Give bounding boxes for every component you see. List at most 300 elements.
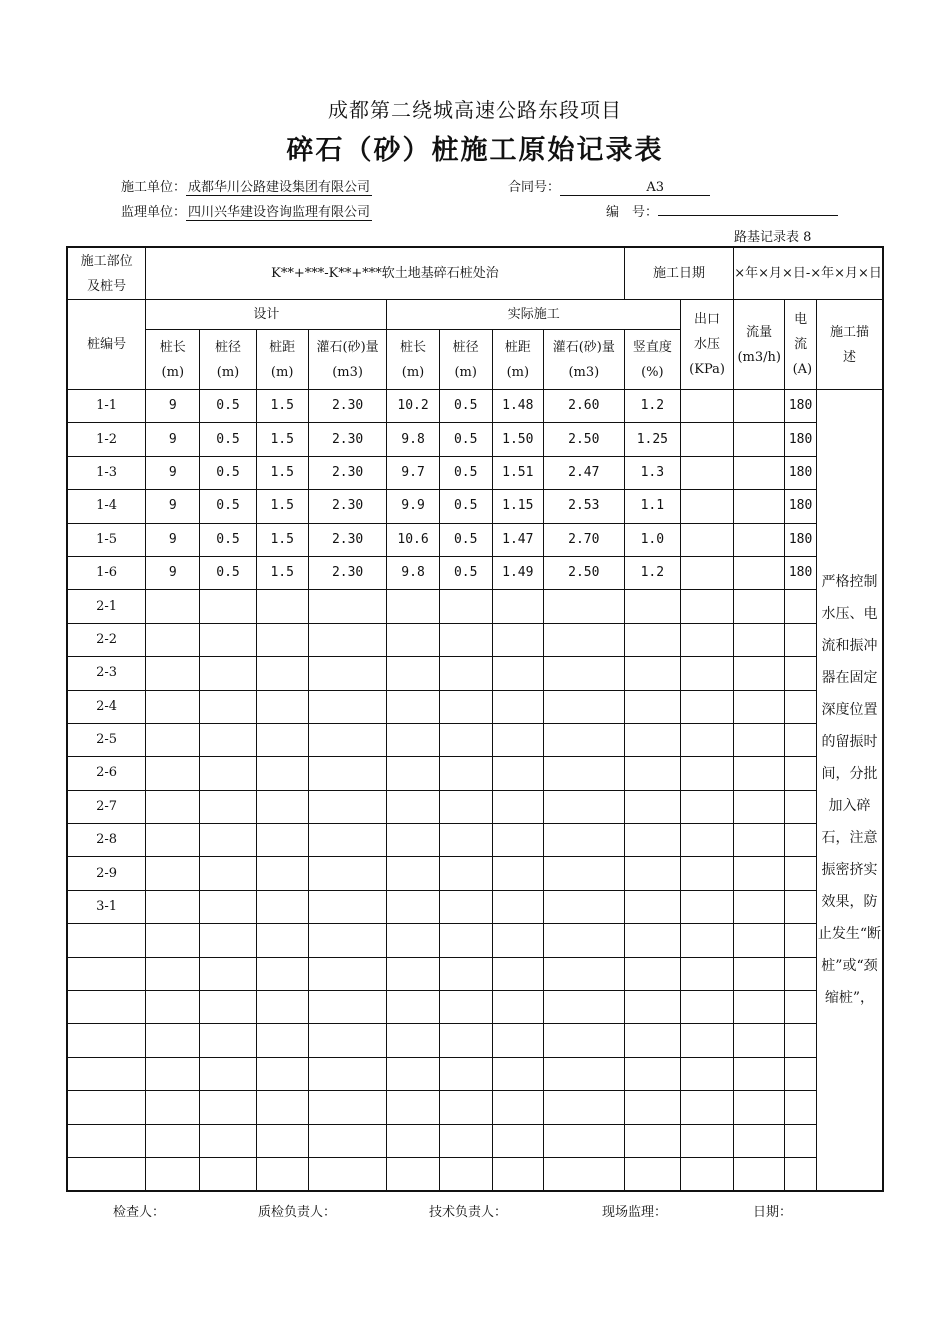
pile-id-cell: 3-1	[67, 890, 146, 923]
flow-cell	[734, 1057, 785, 1090]
pile-id-cell: 2-8	[67, 824, 146, 857]
verticality-cell	[624, 723, 680, 756]
current-cell	[785, 890, 817, 923]
current-cell: 180	[785, 390, 817, 423]
contract-no: A3	[646, 180, 665, 195]
design-fill-cell: 2.30	[308, 456, 387, 489]
actual-spacing-cell	[492, 623, 543, 656]
verticality-cell: 1.2	[624, 556, 680, 589]
flow-cell	[734, 991, 785, 1024]
location-value: K**+***-K**+***软土地基碎石桩处治	[146, 247, 625, 300]
design-fill-cell	[308, 824, 387, 857]
actual-diameter-cell: 0.5	[439, 423, 492, 456]
actual-fill-cell	[543, 890, 624, 923]
actual-spacing-header	[492, 330, 543, 390]
verticality-cell	[624, 1091, 680, 1124]
flow-cell	[734, 857, 785, 890]
design-diameter-cell	[200, 1124, 256, 1157]
actual-length-cell: 10.2	[387, 390, 439, 423]
pressure-cell	[680, 657, 733, 690]
current-cell	[785, 1157, 817, 1191]
location-label-cell	[67, 247, 146, 300]
actual-spacing-cell	[492, 790, 543, 823]
current-cell: 180	[785, 556, 817, 589]
design-diameter-cell	[200, 957, 256, 990]
actual-length-cell: 9.9	[387, 490, 439, 523]
actual-fill-cell	[543, 1057, 624, 1090]
pressure-cell	[680, 757, 733, 790]
actual-length-cell: 10.6	[387, 523, 439, 556]
pile-id-cell	[67, 1024, 146, 1057]
design-diameter-cell	[200, 991, 256, 1024]
actual-diameter-cell	[439, 890, 492, 923]
actual-spacing-cell	[492, 1057, 543, 1090]
design-diameter-cell	[200, 924, 256, 957]
actual-spacing-cell	[492, 924, 543, 957]
flow-cell	[734, 924, 785, 957]
pile-id-cell: 1-1	[67, 390, 146, 423]
current-cell	[785, 623, 817, 656]
design-spacing-cell	[256, 690, 308, 723]
design-diameter-cell	[200, 590, 256, 623]
design-diameter-cell	[200, 657, 256, 690]
actual-spacing-cell: 1.49	[492, 556, 543, 589]
pressure-header	[680, 300, 733, 390]
actual-length-cell: 9.8	[387, 423, 439, 456]
actual-length-cell	[387, 590, 439, 623]
current-cell	[785, 1024, 817, 1057]
description-header-text: 施工描述	[829, 324, 869, 365]
design-diameter-cell	[200, 723, 256, 756]
design-spacing-cell	[256, 857, 308, 890]
pressure-cell	[680, 523, 733, 556]
contract-value	[560, 180, 710, 196]
actual-length-cell	[387, 723, 439, 756]
date-label: 施工日期	[624, 247, 733, 300]
actual-diameter-cell	[439, 991, 492, 1024]
design-spacing-cell: 1.5	[256, 423, 308, 456]
flow-cell	[734, 757, 785, 790]
design-diameter-cell: 0.5	[200, 390, 256, 423]
actual-fill-cell	[543, 757, 624, 790]
design-length-cell	[146, 1091, 200, 1124]
flow-cell	[734, 390, 785, 423]
verticality-cell	[624, 690, 680, 723]
actual-fill-header	[543, 330, 624, 390]
design-fill-cell	[308, 890, 387, 923]
pressure-cell	[680, 1091, 733, 1124]
design-diameter-cell	[200, 1024, 256, 1057]
info-row	[67, 247, 883, 300]
current-cell	[785, 857, 817, 890]
design-diameter-cell: 0.5	[200, 423, 256, 456]
design-fill-cell: 2.30	[308, 423, 387, 456]
actual-spacing-cell	[492, 1157, 543, 1191]
table-row	[67, 1057, 883, 1090]
actual-diameter-cell	[439, 1124, 492, 1157]
table-row	[67, 890, 883, 923]
serial-blank	[658, 202, 838, 216]
design-length-cell: 9	[146, 423, 200, 456]
design-fill-cell: 2.30	[308, 556, 387, 589]
design-spacing-cell	[256, 991, 308, 1024]
flow-cell	[734, 456, 785, 489]
actual-length-cell	[387, 1091, 439, 1124]
design-spacing-cell	[256, 623, 308, 656]
pressure-cell	[680, 623, 733, 656]
contract-label: 合同号：	[508, 180, 561, 195]
design-length-cell	[146, 857, 200, 890]
pressure-cell	[680, 1157, 733, 1191]
actual-fill-cell	[543, 824, 624, 857]
design-spacing-cell	[256, 824, 308, 857]
pile-id-cell: 2-3	[67, 657, 146, 690]
pressure-header-text: 出口水压(KPa)	[689, 312, 725, 377]
current-cell	[785, 824, 817, 857]
design-length-cell	[146, 623, 200, 656]
actual-length-cell	[387, 924, 439, 957]
current-header-text: 电流(A)	[792, 312, 813, 377]
actual-diameter-cell	[439, 857, 492, 890]
actual-fill-cell	[543, 690, 624, 723]
pressure-cell	[680, 1124, 733, 1157]
table-row	[67, 657, 883, 690]
flow-cell	[734, 790, 785, 823]
design-fill-text: 灌石(砂)量(m3)	[316, 339, 379, 380]
design-diameter-cell	[200, 690, 256, 723]
design-fill-cell	[308, 991, 387, 1024]
design-diameter-cell	[200, 757, 256, 790]
design-diameter-cell	[200, 623, 256, 656]
pressure-cell	[680, 456, 733, 489]
pile-id-cell: 1-6	[67, 556, 146, 589]
actual-diameter-cell: 0.5	[439, 556, 492, 589]
actual-length-cell	[387, 1024, 439, 1057]
table-row	[67, 423, 883, 456]
actual-spacing-cell: 1.51	[492, 456, 543, 489]
verticality-cell: 1.25	[624, 423, 680, 456]
actual-fill-cell	[543, 1024, 624, 1057]
pressure-cell	[680, 490, 733, 523]
actual-spacing-cell	[492, 1091, 543, 1124]
actual-diameter-cell	[439, 723, 492, 756]
pressure-cell	[680, 890, 733, 923]
pile-id-cell: 2-6	[67, 757, 146, 790]
construction-unit-value: 成都华川公路建设集团有限公司	[186, 176, 372, 196]
design-fill-cell	[308, 623, 387, 656]
actual-fill-cell	[543, 1124, 624, 1157]
pressure-cell	[680, 824, 733, 857]
design-fill-header	[308, 330, 387, 390]
verticality-cell	[624, 1024, 680, 1057]
design-fill-cell	[308, 723, 387, 756]
actual-diameter-cell: 0.5	[439, 523, 492, 556]
design-fill-cell	[308, 1091, 387, 1124]
design-length-cell	[146, 657, 200, 690]
actual-length-header	[387, 330, 439, 390]
flow-cell	[734, 623, 785, 656]
design-diameter-text: 桩径(m)	[214, 339, 241, 380]
table-row	[67, 723, 883, 756]
flow-header	[734, 300, 785, 390]
design-length-cell	[146, 824, 200, 857]
design-spacing-cell	[256, 924, 308, 957]
actual-diameter-cell	[439, 590, 492, 623]
verticality-cell	[624, 824, 680, 857]
actual-fill-text: 灌石(砂)量(m3)	[552, 339, 615, 380]
design-diameter-cell: 0.5	[200, 490, 256, 523]
flow-cell	[734, 957, 785, 990]
design-spacing-cell	[256, 657, 308, 690]
pressure-cell	[680, 1057, 733, 1090]
pile-id-cell	[67, 1057, 146, 1090]
design-diameter-header	[200, 330, 256, 390]
pressure-cell	[680, 991, 733, 1024]
flow-cell	[734, 690, 785, 723]
actual-spacing-cell: 1.47	[492, 523, 543, 556]
design-length-cell	[146, 924, 200, 957]
design-length-cell	[146, 1024, 200, 1057]
flow-cell	[734, 590, 785, 623]
actual-spacing-cell	[492, 757, 543, 790]
current-cell	[785, 1091, 817, 1124]
table-row	[67, 957, 883, 990]
qc-lead-label: 质检负责人：	[258, 1205, 337, 1220]
design-diameter-cell	[200, 857, 256, 890]
actual-length-cell	[387, 790, 439, 823]
flow-cell	[734, 824, 785, 857]
flow-header-text: 流量(m3/h)	[737, 324, 781, 365]
verticality-cell	[624, 657, 680, 690]
table-row	[67, 1091, 883, 1124]
verticality-cell: 1.0	[624, 523, 680, 556]
actual-spacing-cell	[492, 991, 543, 1024]
actual-diameter-cell	[439, 957, 492, 990]
pressure-cell	[680, 857, 733, 890]
pressure-cell	[680, 690, 733, 723]
verticality-cell	[624, 890, 680, 923]
actual-diameter-cell	[439, 1057, 492, 1090]
verticality-cell	[624, 590, 680, 623]
design-fill-cell	[308, 790, 387, 823]
design-diameter-cell	[200, 824, 256, 857]
design-spacing-cell: 1.5	[256, 490, 308, 523]
actual-diameter-text: 桩径(m)	[452, 339, 479, 380]
design-diameter-cell	[200, 790, 256, 823]
design-length-cell	[146, 790, 200, 823]
design-header: 设计	[146, 300, 387, 330]
actual-fill-cell	[543, 924, 624, 957]
actual-diameter-cell	[439, 757, 492, 790]
actual-length-cell	[387, 890, 439, 923]
current-cell	[785, 590, 817, 623]
actual-spacing-cell	[492, 1124, 543, 1157]
design-diameter-cell	[200, 1157, 256, 1191]
current-cell	[785, 924, 817, 957]
design-length-cell: 9	[146, 523, 200, 556]
current-cell	[785, 690, 817, 723]
design-spacing-cell	[256, 1024, 308, 1057]
table-row	[67, 824, 883, 857]
design-fill-cell: 2.30	[308, 523, 387, 556]
design-spacing-cell	[256, 1091, 308, 1124]
actual-fill-cell: 2.60	[543, 390, 624, 423]
table-row	[67, 924, 883, 957]
table-row	[67, 390, 883, 423]
actual-diameter-cell: 0.5	[439, 390, 492, 423]
actual-spacing-cell	[492, 890, 543, 923]
actual-fill-cell: 2.50	[543, 423, 624, 456]
design-length-cell	[146, 757, 200, 790]
design-length-cell: 9	[146, 490, 200, 523]
pressure-cell	[680, 423, 733, 456]
actual-spacing-text: 桩距(m)	[504, 339, 531, 380]
pressure-cell	[680, 723, 733, 756]
actual-diameter-cell	[439, 1157, 492, 1191]
design-spacing-cell	[256, 723, 308, 756]
form-title: 碎石（砂）桩施工原始记录表	[286, 135, 664, 166]
actual-length-cell	[387, 957, 439, 990]
verticality-cell	[624, 857, 680, 890]
record-table	[66, 246, 884, 1192]
actual-length-cell	[387, 824, 439, 857]
current-cell	[785, 1124, 817, 1157]
actual-length-cell: 9.8	[387, 556, 439, 589]
actual-fill-cell	[543, 991, 624, 1024]
actual-fill-cell	[543, 857, 624, 890]
design-spacing-cell: 1.5	[256, 523, 308, 556]
tech-lead-label: 技术负责人：	[429, 1205, 508, 1220]
flow-cell	[734, 1091, 785, 1124]
serial-label: 编 号：	[606, 205, 659, 220]
design-fill-cell	[308, 590, 387, 623]
current-cell: 180	[785, 523, 817, 556]
pile-id-cell: 2-7	[67, 790, 146, 823]
pile-id-cell: 2-5	[67, 723, 146, 756]
pile-no-header: 桩编号	[67, 300, 146, 390]
actual-spacing-cell	[492, 590, 543, 623]
table-row	[67, 790, 883, 823]
design-spacing-text: 桩距(m)	[269, 339, 296, 380]
design-length-header	[146, 330, 200, 390]
flow-cell	[734, 523, 785, 556]
current-cell	[785, 657, 817, 690]
actual-diameter-cell	[439, 690, 492, 723]
design-length-cell	[146, 690, 200, 723]
actual-diameter-cell	[439, 1024, 492, 1057]
actual-diameter-cell	[439, 623, 492, 656]
actual-length-cell	[387, 757, 439, 790]
description-header	[816, 300, 883, 390]
pressure-cell	[680, 390, 733, 423]
current-cell	[785, 757, 817, 790]
verticality-cell	[624, 757, 680, 790]
date-value: ×年×月×日-×年×月×日	[734, 247, 883, 300]
design-spacing-cell	[256, 890, 308, 923]
verticality-cell: 1.3	[624, 456, 680, 489]
design-length-cell	[146, 991, 200, 1024]
actual-length-cell	[387, 1157, 439, 1191]
actual-fill-cell	[543, 590, 624, 623]
current-cell: 180	[785, 423, 817, 456]
design-diameter-cell: 0.5	[200, 556, 256, 589]
design-spacing-cell: 1.5	[256, 556, 308, 589]
design-length-cell: 9	[146, 456, 200, 489]
verticality-cell	[624, 790, 680, 823]
design-fill-cell	[308, 1024, 387, 1057]
current-cell	[785, 790, 817, 823]
actual-length-cell	[387, 657, 439, 690]
verticality-cell	[624, 1057, 680, 1090]
flow-cell	[734, 1124, 785, 1157]
actual-length-cell	[387, 690, 439, 723]
design-spacing-cell	[256, 957, 308, 990]
flow-cell	[734, 1024, 785, 1057]
actual-length-cell	[387, 623, 439, 656]
pile-id-cell	[67, 991, 146, 1024]
design-diameter-cell: 0.5	[200, 456, 256, 489]
pressure-cell	[680, 957, 733, 990]
actual-fill-cell	[543, 623, 624, 656]
table-row	[67, 556, 883, 589]
actual-diameter-cell: 0.5	[439, 490, 492, 523]
design-spacing-cell	[256, 1057, 308, 1090]
actual-fill-cell: 2.70	[543, 523, 624, 556]
location-label: 施工部位及桩号	[80, 253, 133, 294]
actual-diameter-cell	[439, 1091, 492, 1124]
actual-length-text: 桩长(m)	[400, 339, 427, 380]
flow-cell	[734, 423, 785, 456]
supervision-unit-label: 监理单位：	[121, 205, 187, 220]
design-spacing-cell	[256, 790, 308, 823]
site-supervisor-label: 现场监理：	[602, 1205, 668, 1220]
design-diameter-cell: 0.5	[200, 523, 256, 556]
pile-id-cell: 2-1	[67, 590, 146, 623]
verticality-header	[624, 330, 680, 390]
inspector-label: 检查人：	[113, 1205, 166, 1220]
current-cell: 180	[785, 490, 817, 523]
pile-id-cell: 2-2	[67, 623, 146, 656]
verticality-cell	[624, 924, 680, 957]
actual-spacing-cell	[492, 723, 543, 756]
table-row	[67, 690, 883, 723]
actual-fill-cell	[543, 657, 624, 690]
design-fill-cell	[308, 857, 387, 890]
supervision-unit-row	[121, 201, 372, 221]
design-fill-cell	[308, 690, 387, 723]
design-fill-cell	[308, 1124, 387, 1157]
design-spacing-cell	[256, 1124, 308, 1157]
actual-spacing-cell	[492, 857, 543, 890]
design-fill-cell	[308, 924, 387, 957]
pressure-cell	[680, 924, 733, 957]
design-spacing-cell: 1.5	[256, 456, 308, 489]
design-fill-cell: 2.30	[308, 490, 387, 523]
flow-cell	[734, 556, 785, 589]
actual-diameter-cell: 0.5	[439, 456, 492, 489]
design-diameter-cell	[200, 1091, 256, 1124]
construction-unit-label: 施工单位：	[121, 180, 187, 195]
project-name: 成都第二绕城高速公路东段项目	[328, 98, 622, 122]
pile-id-cell	[67, 924, 146, 957]
verticality-cell	[624, 991, 680, 1024]
design-length-cell: 9	[146, 390, 200, 423]
pile-id-cell	[67, 1091, 146, 1124]
verticality-text: 竖直度(%)	[632, 339, 672, 380]
verticality-cell	[624, 1124, 680, 1157]
pile-id-cell	[67, 957, 146, 990]
flow-cell	[734, 723, 785, 756]
